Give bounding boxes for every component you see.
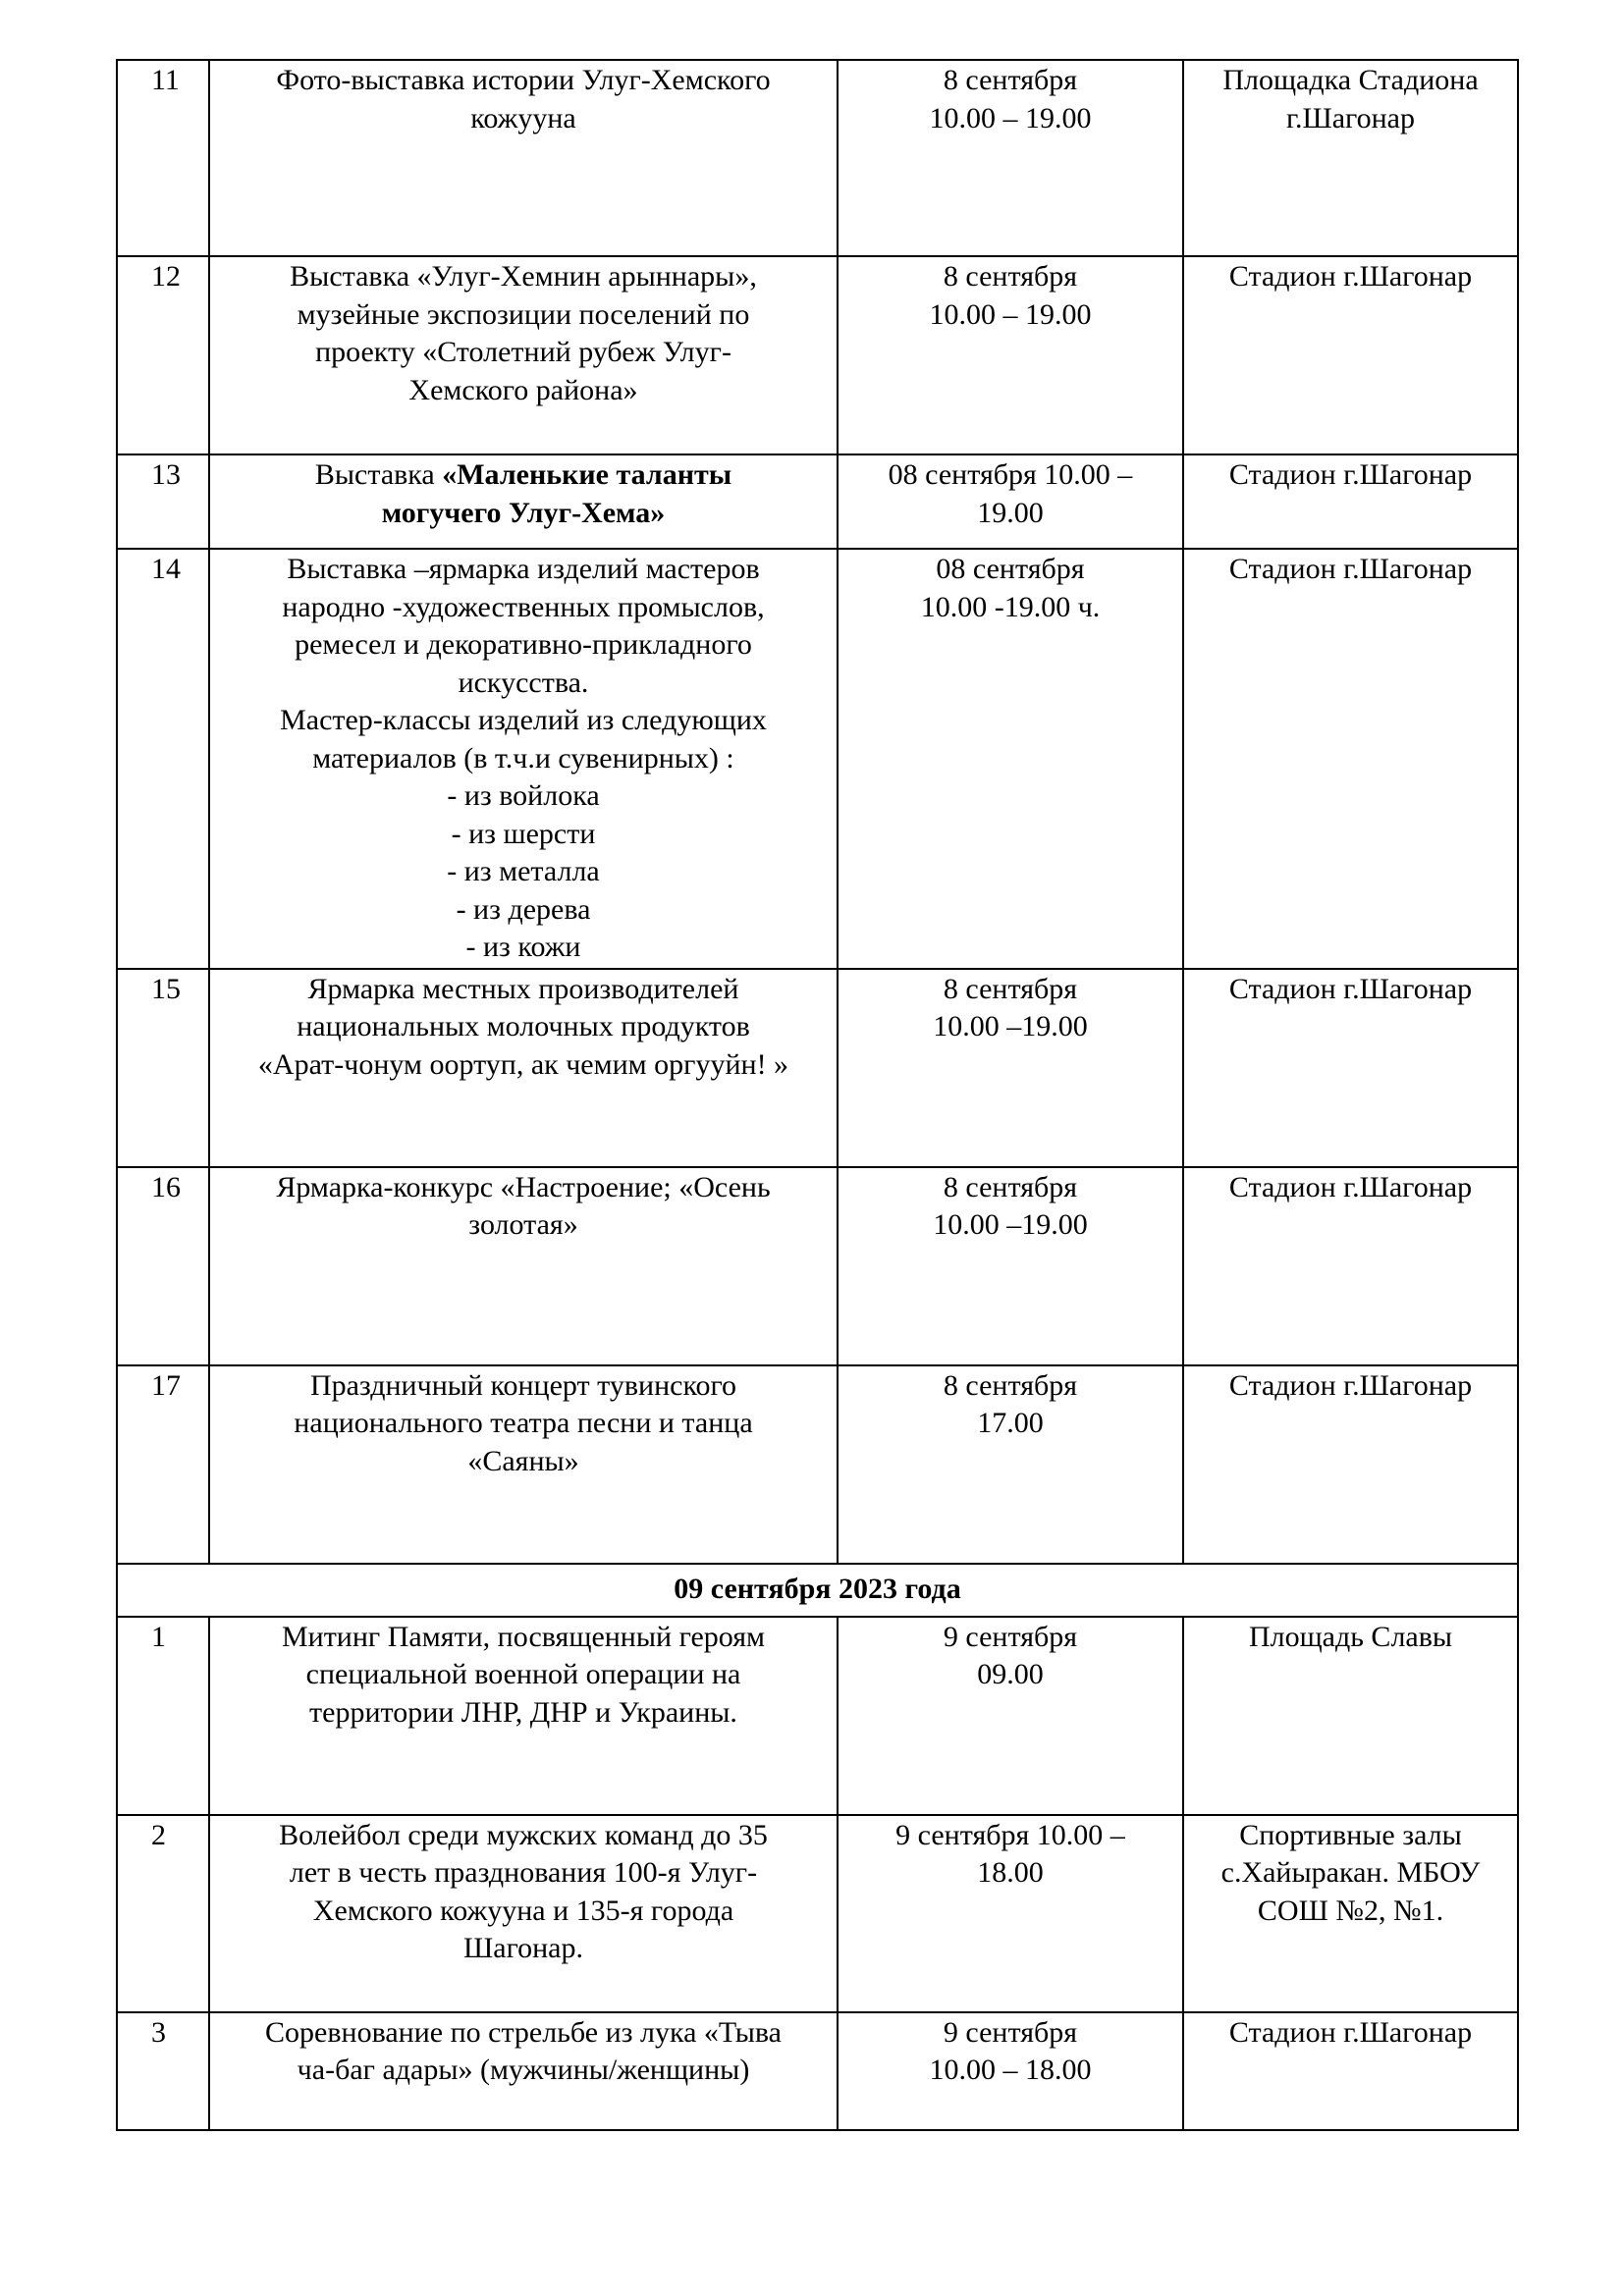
row-number: 16 (117, 1167, 209, 1365)
table-row (117, 454, 1518, 549)
place-cell: Стадион г.Шагонар (1183, 454, 1518, 549)
place-cell: Площадь Славы (1183, 1617, 1518, 1815)
event-cell: Фото-выставка истории Улуг-Хемского кожууна (209, 60, 838, 256)
event-cell: Митинг Памяти, посвященный героям специальной военной операции на территории ЛНР, ДНР и Украины. (209, 1617, 838, 1815)
place-cell: Стадион г.Шагонар (1183, 1365, 1518, 1564)
date-cell: 8 сентября 10.00 –19.00 (838, 969, 1183, 1167)
table-row (117, 969, 1518, 1167)
place-cell: Стадион г.Шагонар (1183, 549, 1518, 969)
row-number: 1 (117, 1617, 209, 1815)
place-cell: Стадион г.Шагонар (1183, 256, 1518, 454)
section-header: 09 сентября 2023 года (117, 1564, 1518, 1617)
date-cell: 9 сентября 10.00 – 18.00 (838, 1815, 1183, 2012)
row-number: 15 (117, 969, 209, 1167)
table-row (117, 1365, 1518, 1564)
date-cell: 9 сентября 09.00 (838, 1617, 1183, 1815)
section-header-row (117, 1564, 1518, 1617)
event-title-bold: «Маленькие таланты могучего Улуг-Хема» (381, 458, 732, 529)
event-cell (209, 454, 838, 549)
date-cell: 08 сентября 10.00 – 19.00 (838, 454, 1183, 549)
table-row (117, 549, 1518, 969)
date-cell: 8 сентября 10.00 – 19.00 (838, 256, 1183, 454)
row-number: 11 (117, 60, 209, 256)
event-cell: Ярмарка-конкурс «Настроение; «Осень золотая» (209, 1167, 838, 1365)
event-cell: Выставка –ярмарка изделий мастеров народно -художественных промыслов, ремесел и декоративно-прикладного искусства. Мастер-классы изделий из следующих материалов (в т.ч.и сувенирных) : - из войлока - из шерсти - из металла - из дерева - из кожи (209, 549, 838, 969)
place-cell: Стадион г.Шагонар (1183, 969, 1518, 1167)
table-row (117, 256, 1518, 454)
row-number: 13 (117, 454, 209, 549)
table-row (117, 1167, 1518, 1365)
row-number: 12 (117, 256, 209, 454)
table-row (117, 1815, 1518, 2012)
event-cell: Соревнование по стрельбе из лука «Тыва ча-баг адары» (мужчины/женщины) (209, 2012, 838, 2130)
row-number: 14 (117, 549, 209, 969)
place-cell: Площадка Стадиона г.Шагонар (1183, 60, 1518, 256)
event-cell: Волейбол среди мужских команд до 35 лет в честь празднования 100-я Улуг- Хемского кожууна и 135-я города Шагонар. (209, 1815, 838, 2012)
event-cell: Выставка «Улуг-Хемнин арыннары», музейные экспозиции поселений по проекту «Столетний рубеж Улуг- Хемского района» (209, 256, 838, 454)
date-cell: 8 сентября 10.00 –19.00 (838, 1167, 1183, 1365)
row-number: 17 (117, 1365, 209, 1564)
event-prefix: Выставка (314, 458, 443, 491)
table-row (117, 2012, 1518, 2130)
row-number: 2 (117, 1815, 209, 2012)
date-cell: 8 сентября 10.00 – 19.00 (838, 60, 1183, 256)
date-cell: 8 сентября 17.00 (838, 1365, 1183, 1564)
place-cell: Стадион г.Шагонар (1183, 2012, 1518, 2130)
table-row (117, 60, 1518, 256)
date-cell: 08 сентября 10.00 -19.00 ч. (838, 549, 1183, 969)
place-cell: Стадион г.Шагонар (1183, 1167, 1518, 1365)
event-cell: Праздничный концерт тувинского национального театра песни и танца «Саяны» (209, 1365, 838, 1564)
place-cell: Спортивные залы с.Хайыракан. МБОУ СОШ №2, №1. (1183, 1815, 1518, 2012)
table-row (117, 1617, 1518, 1815)
schedule-table (116, 59, 1519, 2131)
row-number: 3 (117, 2012, 209, 2130)
event-cell: Ярмарка местных производителей национальных молочных продуктов «Арат-чонум оортуп, ак чемим оргууйн! » (209, 969, 838, 1167)
date-cell: 9 сентября 10.00 – 18.00 (838, 2012, 1183, 2130)
